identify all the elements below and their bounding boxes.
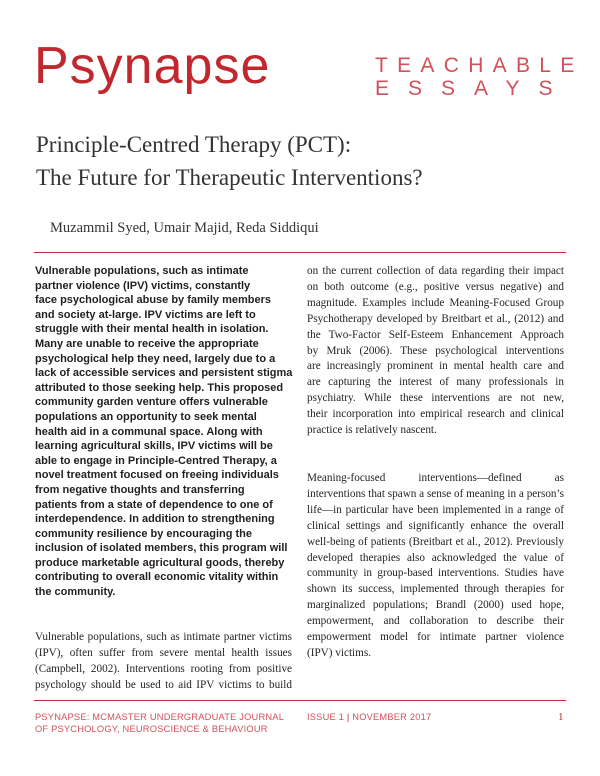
- text-line: empowerment model for intimate partner violence: [307, 631, 564, 644]
- text-line: Many are unable to receive the appropriate: [35, 337, 259, 350]
- text-line: populations an opportunity to seek mental: [35, 410, 257, 423]
- psynapse-logo: Psynapse: [34, 37, 271, 95]
- text-line: Meaning-focused interventions—defined as: [307, 471, 564, 484]
- abstract: [35, 264, 292, 600]
- text-line: patients from a state of dependence to one of: [35, 498, 273, 511]
- text-line: well-being of patients (Breitbart et al., 2012). Previously: [307, 535, 564, 548]
- text-line: community garden venture offers vulnerable: [35, 396, 268, 409]
- text-line: on both outcome (e.g., positive versus negative) and: [307, 280, 564, 293]
- text-line: empowerment, and collaboration to describe their: [307, 615, 564, 628]
- text-line: attributed to those seeking help. This proposed: [35, 381, 284, 394]
- authors: Muzammil Syed, Umair Majid, Reda Siddiqui: [50, 220, 319, 236]
- text-line: psychological help they need, largely due to a: [35, 352, 276, 365]
- text-line: contributing to overall economic vitality within: [35, 571, 279, 584]
- text-line: by Mruk (2006). These psychological interventions: [307, 344, 564, 357]
- series-line1: TEACHABLE: [375, 54, 584, 77]
- text-line: community in group-based interventions. Studies have: [307, 567, 564, 580]
- title-line2: The Future for Therapeutic Interventions?: [36, 165, 423, 190]
- issue-number: ISSUE 1: [307, 712, 345, 722]
- text-line: psychiatry. While these interventions are not new,: [307, 392, 564, 405]
- paragraph-gap: [307, 455, 564, 471]
- text-line: community resilience by encouraging the: [35, 527, 252, 540]
- right-body-text: [307, 264, 564, 662]
- text-line: on the current collection of data regarding their impact: [307, 265, 564, 277]
- text-line: interdependence. In addition to strengthening: [35, 513, 275, 526]
- text-line: inclusion of isolated members, this program will: [35, 542, 288, 555]
- text-line: (IPV) victims.: [307, 646, 372, 659]
- text-line: lack of accessible services and persistent stigma: [35, 367, 293, 380]
- series-line2: ESSAYS: [375, 77, 572, 100]
- text-line: Vulnerable populations, such as intimate: [35, 265, 249, 277]
- text-line: marginalized populations; Brandl (2000) used hope,: [307, 599, 564, 612]
- journal-line2: OF PSYCHOLOGY, NEUROSCIENCE & BEHAVIOUR: [35, 724, 268, 734]
- page-number: 1: [558, 711, 564, 723]
- footer-issue: [307, 711, 431, 723]
- text-line: practice is relatively nascent.: [307, 424, 437, 437]
- text-line: health aid in a communal space. Along with: [35, 425, 263, 438]
- text-line: (IPV), often suffer from severe mental health issues: [35, 646, 292, 659]
- text-line: their incorporation into empirical research and clinical: [307, 408, 564, 421]
- text-line: are capturing the interest of many professionals in: [307, 376, 564, 389]
- text-line: partner violence (IPV) victims, constantly: [35, 279, 251, 292]
- text-line: novel treatment focused on freeing individuals: [35, 469, 279, 482]
- text-line: the community.: [35, 586, 116, 599]
- journal-line1: PSYNAPSE: MCMASTER UNDERGRADUATE JOURNAL: [35, 712, 285, 722]
- text-line: life—in particular have been implemented in a range of: [307, 503, 564, 516]
- text-line: Psychotherapy developed by Breitbart et al., (2012) and: [307, 312, 564, 325]
- footer-journal: [35, 711, 284, 735]
- article-title: [36, 128, 423, 194]
- left-body-text: [35, 630, 292, 694]
- title-line1: Principle-Centred Therapy (PCT):: [36, 132, 352, 157]
- text-line: are increasingly prominent in mental health care and: [307, 360, 564, 373]
- text-line: shown its success, implemented through therapies for: [307, 583, 564, 596]
- footer-divider: [34, 700, 566, 701]
- text-line: learning agricultural skills, IPV victims will be: [35, 440, 273, 453]
- text-line: clinical settings and significantly enhance the overall: [307, 519, 564, 532]
- text-line: developed therapies also acknowledged the value of: [307, 551, 564, 564]
- text-line: psychology should be used to aid IPV victims to build: [35, 678, 292, 691]
- text-line: produce marketable agricultural goods, thereby: [35, 556, 285, 569]
- text-line: interventions that spawn a sense of meaning in a person’s: [307, 487, 564, 500]
- text-line: face psychological abuse by family members: [35, 294, 271, 307]
- text-line: (Campbell, 2002). Interventions rooting from positive: [35, 662, 292, 675]
- teachable-essays-label: [375, 54, 584, 100]
- header-divider: [34, 252, 566, 253]
- issue-date: NOVEMBER 2017: [352, 712, 432, 722]
- text-line: from negative thoughts and transferring: [35, 483, 245, 496]
- text-line: the Two-Factor Self-Esteem Enhancement Approach: [307, 328, 564, 341]
- text-line: struggle with their mental health in isolation.: [35, 323, 269, 336]
- paragraph-gap: [307, 439, 564, 455]
- text-line: able to engage in Principle-Centred Therapy, a: [35, 454, 277, 467]
- text-line: magnitude. Examples include Meaning-Focused Group: [307, 296, 564, 309]
- footer-separator: |: [346, 712, 350, 722]
- text-line: and society at-large. IPV victims are left to: [35, 308, 256, 321]
- text-line: Vulnerable populations, such as intimate partner victims: [35, 631, 292, 643]
